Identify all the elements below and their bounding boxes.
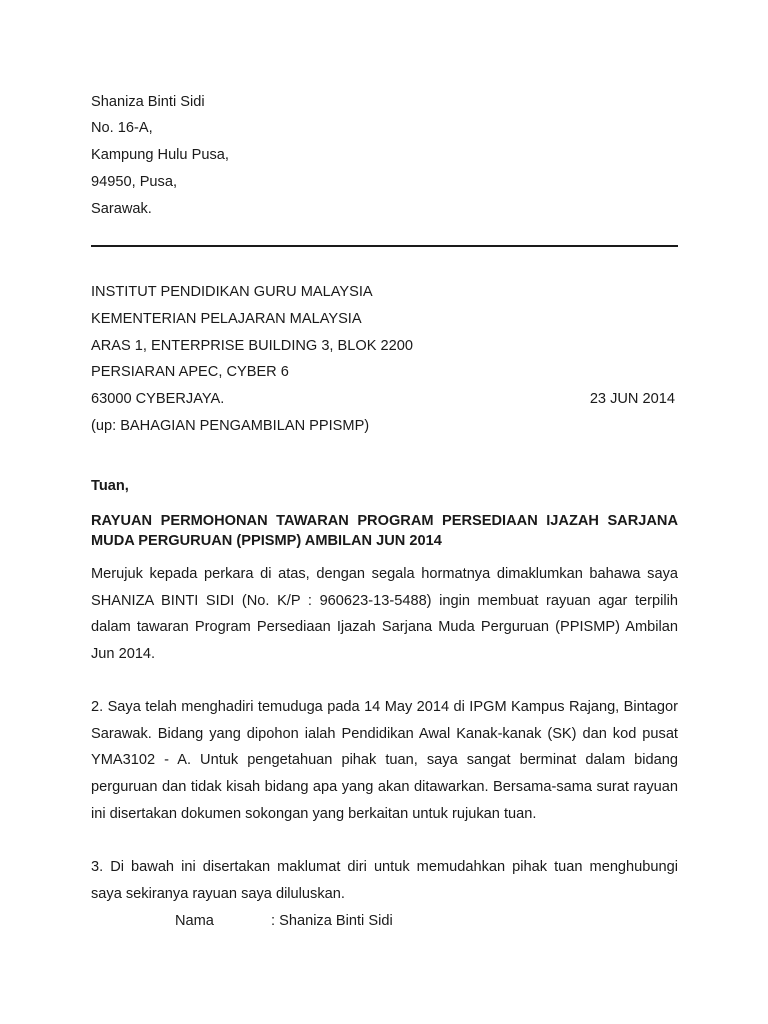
sender-address-line-2: Kampung Hulu Pusa, (91, 147, 229, 163)
salutation: Tuan, (91, 478, 129, 494)
recipient-line-5: 63000 CYBERJAYA. (91, 391, 225, 407)
sender-name: Shaniza Binti Sidi (91, 94, 205, 110)
sender-address-line-3: 94950, Pusa, (91, 174, 178, 190)
sender-address-line-1: No. 16-A, (91, 120, 153, 136)
recipient-attention: (up: BAHAGIAN PENGAMBILAN PPISMP) (91, 418, 370, 434)
recipient-line-3: ARAS 1, ENTERPRISE BUILDING 3, BLOK 2200 (91, 338, 413, 354)
paragraph-3: 3. Di bawah ini disertakan maklumat diri untuk memudahkan pihak tuan menghubungi saya sekiranya rayuan saya diluluskan. (91, 859, 678, 902)
info-name-label: Nama (175, 913, 214, 929)
paragraph-1: Merujuk kepada perkara di atas, dengan segala hormatnya dimaklumkan bahawa saya SHANIZA BINTI SIDI (No. K/P : 960623-13-5488) ingin membuat rayuan agar terpilih dalam tawaran Program Persediaan Ijazah Sarjana Muda Perguruan (PPISMP) Ambilan Jun 2014. (91, 566, 678, 663)
recipient-line-4: PERSIARAN APEC, CYBER 6 (91, 364, 289, 380)
info-name-value: : Shaniza Binti Sidi (271, 913, 393, 929)
paragraph-2: 2. Saya telah menghadiri temuduga pada 14 May 2014 di IPGM Kampus Rajang, Bintagor Sarawak. Bidang yang dipohon ialah Pendidikan Awal Kanak-kanak (SK) dan kod pusat YMA3102 - A. Untuk pengetahuan pihak tuan, saya sangat berminat dalam bidang perguruan dan tidak kisah bidang apa yang akan ditawarkan. Bersama-sama surat rayuan ini disertakan dokumen sokongan yang berkaitan untuk rujukan tuan. (91, 699, 678, 822)
sender-address-line-4: Sarawak. (91, 201, 152, 217)
letter-subject: RAYUAN PERMOHONAN TAWARAN PROGRAM PERSEDIAAN IJAZAH SARJANA MUDA PERGURUAN (PPISMP) AMBILAN JUN 2014 (91, 513, 678, 549)
header-divider (91, 245, 678, 247)
recipient-line-1: INSTITUT PENDIDIKAN GURU MALAYSIA (91, 284, 373, 300)
recipient-line-2: KEMENTERIAN PELAJARAN MALAYSIA (91, 311, 362, 327)
letter-date: 23 JUN 2014 (589, 391, 675, 407)
